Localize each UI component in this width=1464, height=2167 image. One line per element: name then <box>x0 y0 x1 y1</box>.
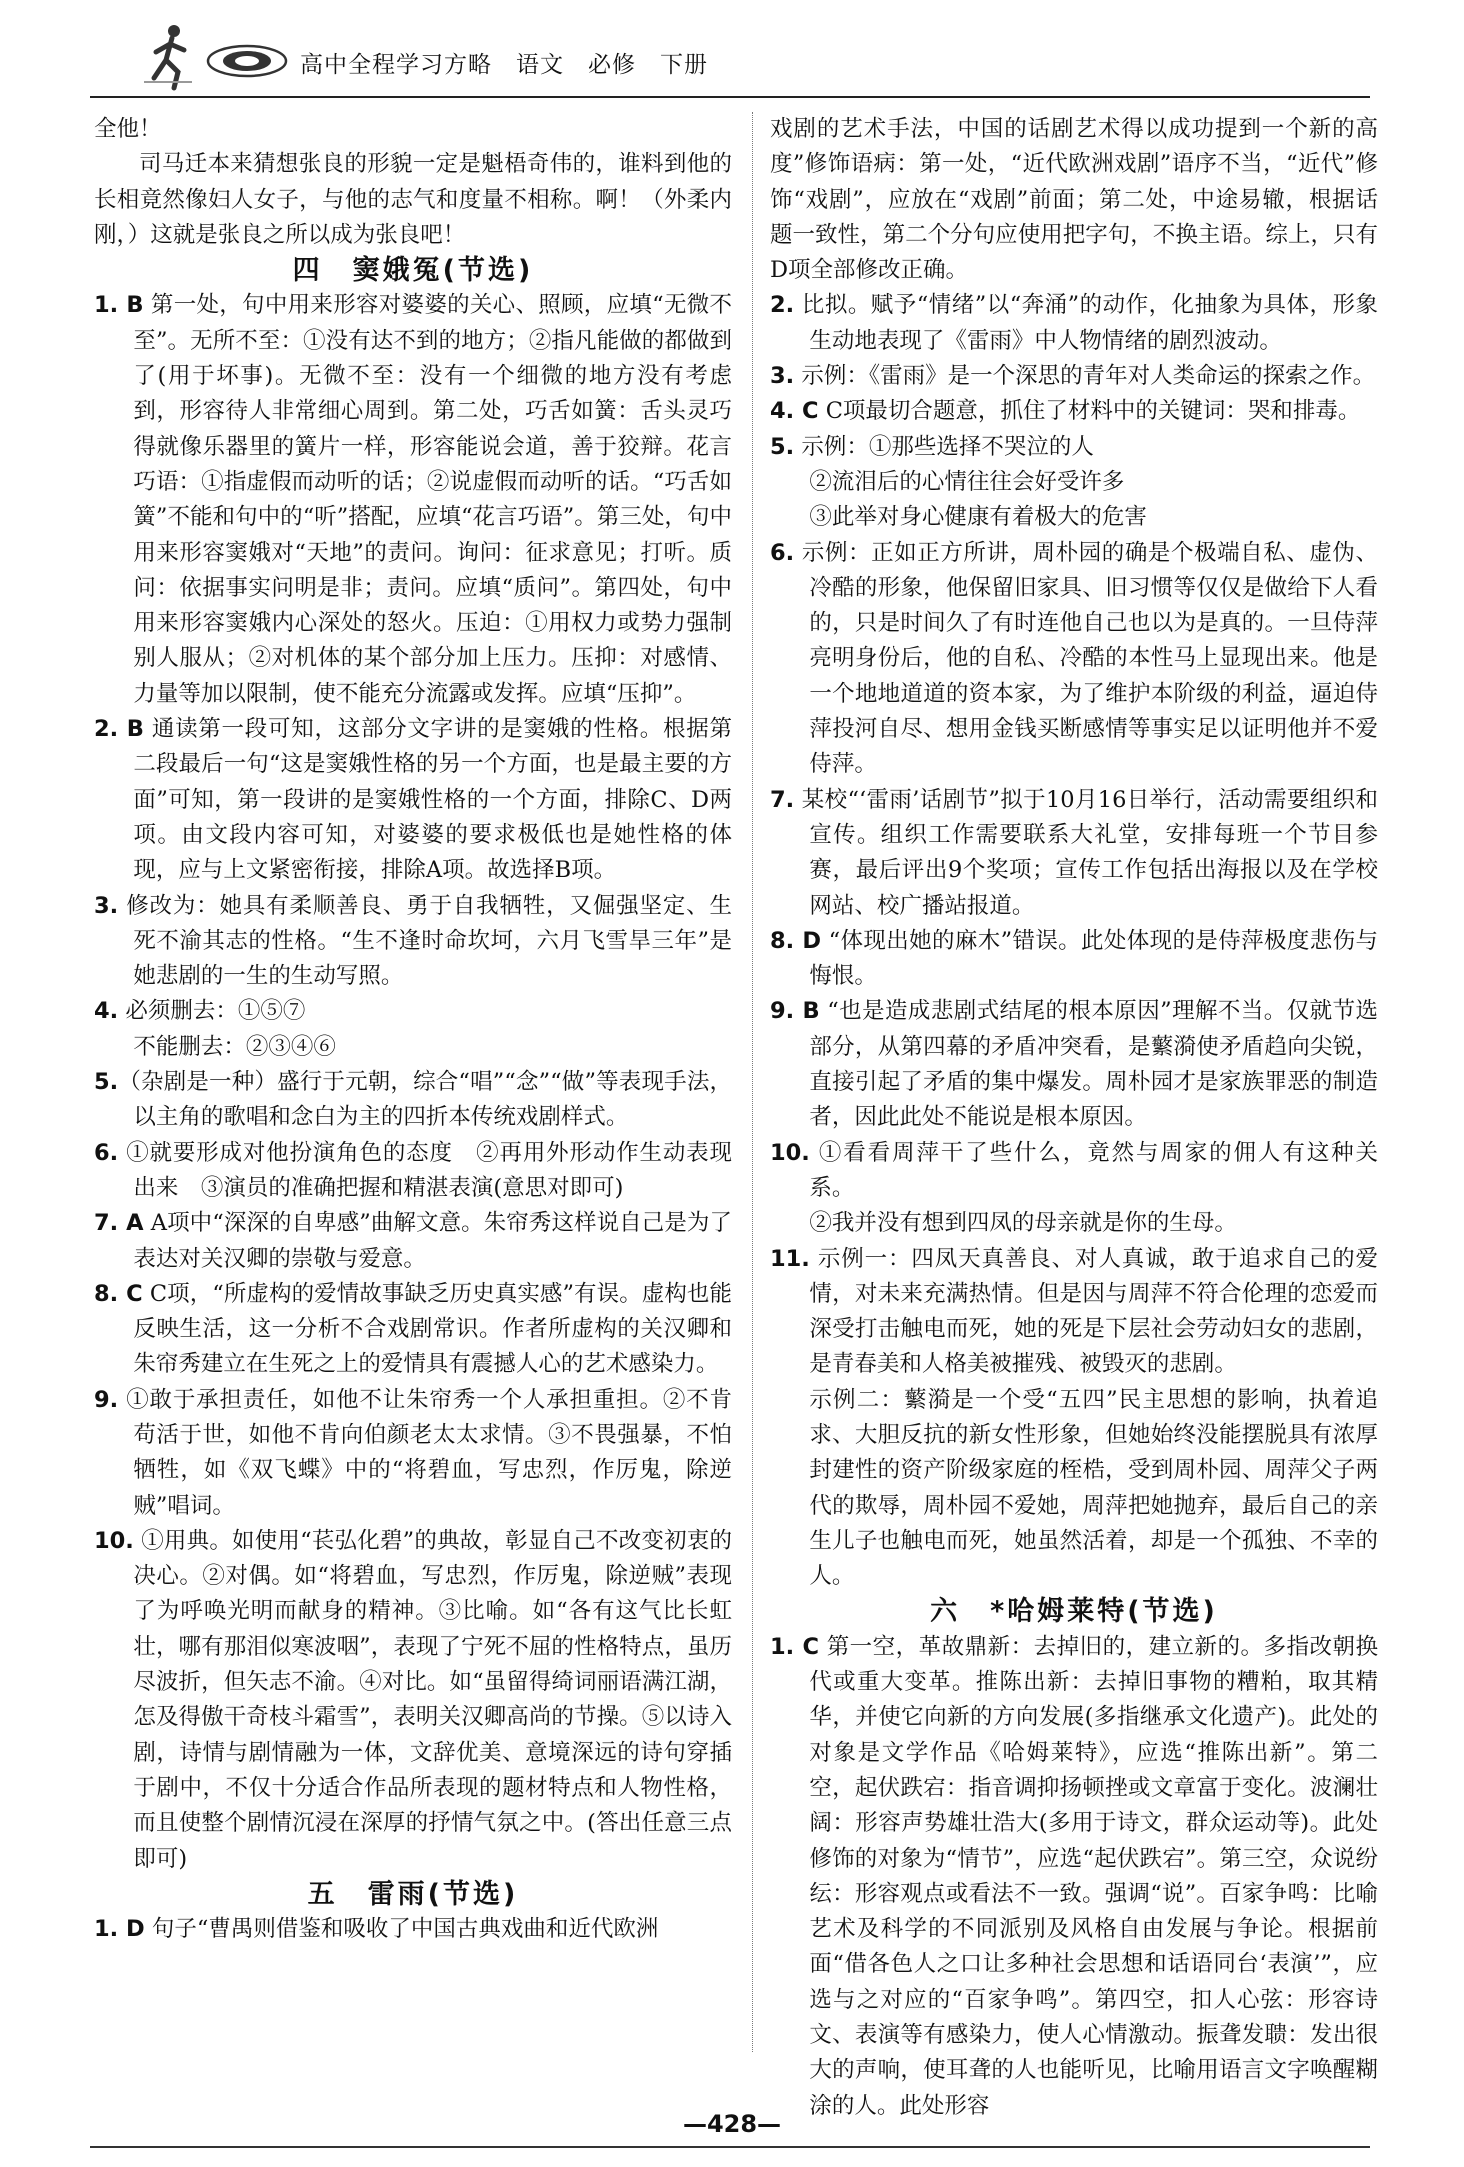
answer-text: 通读第一段可知，这部分文字讲的是窦娥的性格。根据第二段最后一句“这是窦娥性格的另一个方面，也是最主要的方面”可知，第一段讲的是窦娥性格的一个方面，排除C、D两项。由文段内容可知，对婆婆的要求极低也是她性格的体现，应与上文紧密衔接，排除A项。故选择B项。 <box>133 716 733 884</box>
answer-text: ①看看周萍干了些什么，竟然与周家的佣人有这种关系。 <box>809 1139 1378 1201</box>
answer-item <box>94 1136 732 1207</box>
answer-text: ①就要形成对他扮演角色的态度 ②再用外形动作生动表现出来 ③演员的准确把握和精湛表演(意思对即可) <box>118 1139 732 1201</box>
answer-item <box>94 1065 732 1136</box>
left-column <box>94 112 732 1947</box>
answer-number: 2. B <box>94 716 144 743</box>
answer-text: 必须删去：①⑤⑦ <box>118 998 306 1025</box>
answer-text: A项中“深深的自卑感”曲解文意。朱帘秀这样说自己是为了表达对关汉卿的崇敬与爱意。 <box>133 1210 732 1272</box>
answer-number: 2. <box>770 292 795 319</box>
answer-item <box>770 536 1378 783</box>
answer-text: 比拟。赋予“情绪”以“奔涌”的动作，化抽象为具体，形象生动地表现了《雷雨》中人物情绪的剧烈波动。 <box>794 292 1378 354</box>
answer-text: （杂剧是一种）盛行于元朝，综合“唱”“念”“做”等表现手法，以主角的歌唱和念白为主的四折本传统戏剧样式。 <box>118 1069 732 1131</box>
section-title-6: 六 *哈姆莱特(节选) <box>930 1596 1218 1628</box>
section-4-answers <box>94 288 732 1876</box>
answer-number: 1. B <box>94 292 144 319</box>
answer-item <box>94 712 732 888</box>
answer-text: 第一处，句中用来形容对婆婆的关心、照顾，应填“无微不至”。无所不至：①没有达不到的地方；②指凡能做的都做到了(用于坏事)。无微不至：没有一个细微的地方没有考虑到，形容待人非常细心周到。第二处，巧舌如簧：舌头灵巧得就像乐器里的簧片一样，形容能说会道，善于狡辩。花言巧语：①指虚假而动听的话；②说虚假而动听的话。“巧舌如簧”不能和句中的“听”搭配，应填“花言巧语”。第三处，句中用来形容窦娥对“天地”的责问。询问：征求意见；打听。质问：依据事实问明是非；责问。应填“质问”。第四处，句中用来形容窦娥内心深处的怒火。压迫：①用权力或势力强制别人服从；②对机体的某个部分加上压力。压抑：对感情、力量等加以限制，使不能充分流露或发挥。应填“压抑”。 <box>133 292 733 707</box>
publisher-logo-icon <box>206 44 288 78</box>
answer-item <box>770 1136 1378 1207</box>
answer-number: 5. <box>94 1069 119 1096</box>
answer-text: “也是造成悲剧式结尾的根本原因”理解不当。仅就节选部分，从第四幕的矛盾冲突看，是蘩漪使矛盾趋向尖锐，直接引起了矛盾的集中爆发。周朴园才是家族罪恶的制造者，因此此处不能说是根本原因。 <box>809 998 1378 1131</box>
right-column <box>770 112 1378 2124</box>
answer-subline: 不能删去：②③④⑥ <box>133 1033 336 1060</box>
column-divider <box>752 112 753 2052</box>
answer-item <box>770 394 1378 429</box>
answer-item <box>94 1524 732 1877</box>
answer-number: 7. A <box>94 1210 144 1237</box>
section-title-5: 五 雷雨(节选) <box>307 1878 519 1910</box>
answer-text: 句子“曹禺则借鉴和吸收了中国古典戏曲和近代欧洲 <box>144 1916 659 1943</box>
answer-item <box>94 288 732 712</box>
answer-subline: ②我并没有想到四凤的母亲就是你的生母。 <box>809 1210 1237 1237</box>
answer-subline: ③此举对身心健康有着极大的危害 <box>809 504 1147 531</box>
page-number: —428— <box>682 2110 782 2138</box>
runner-icon <box>140 22 198 92</box>
page-header <box>140 40 1340 80</box>
answer-subline: 示例二：蘩漪是一个受“五四”民主思想的影响，执着追求、大胆反抗的新女性形象，但她始终没能摆脱具有浓厚封建性的资产阶级家庭的桎梏，受到周朴园、周萍父子两代的欺辱，周朴园不爱她，周萍把她抛弃，最后自己的亲生儿子也触电而死，她虽然活着，却是一个孤独、不幸的人。 <box>809 1386 1378 1590</box>
answer-number: 10. <box>770 1139 810 1166</box>
answer-text: 示例一：四凤天真善良、对人真诚，敢于追求自己的爱情，对未来充满热情。但是因与周萍不符合伦理的恋爱而深受打击触电而死，她的死是下层社会劳动妇女的悲剧，是青春美和人格美被摧残、被毁灭的悲剧。 <box>809 1245 1378 1378</box>
answer-text: 示例：《雷雨》是一个深思的青年对人类命运的探索之作。 <box>794 363 1376 390</box>
answer-text: 示例：正如正方所讲，周朴园的确是个极端自私、虚伪、冷酷的形象，他保留旧家具、旧习惯等仅仅是做给下人看的，只是时间久了有时连他自己也以为是真的。一旦侍萍亮明身份后，他的自私、冷酷的本性马上显现出来。他是一个地地道道的资本家，为了维护本阶级的利益，逼迫侍萍投河自尽、想用金钱买断感情等事实足以证明他并不爱侍萍。 <box>794 539 1378 778</box>
answer-item <box>770 994 1378 1135</box>
intro-paragraph: 司马迁本来猜想张良的形貌一定是魁梧奇伟的，谁料到他的长相竟然像妇人女子，与他的志气和度量不相称。啊！（外柔内刚，）这就是张良之所以成为张良吧！ <box>94 151 732 248</box>
answer-number: 5. <box>770 433 795 460</box>
answer-item <box>94 1277 732 1383</box>
answer-item <box>94 994 732 1029</box>
answer-item <box>770 924 1378 995</box>
section-5-answers <box>770 288 1378 1594</box>
answer-text: 示例：①那些选择不哭泣的人 <box>794 433 1094 460</box>
answer-item <box>94 1383 732 1524</box>
answer-item <box>770 430 1378 465</box>
footer-rule <box>90 2146 1370 2148</box>
answer-text: C项最切合题意，抓住了材料中的关键词：哭和排毒。 <box>818 398 1361 425</box>
answer-item <box>770 1242 1378 1383</box>
answer-subline: ②流泪后的心情往往会好受许多 <box>809 468 1125 495</box>
answer-number: 9. <box>94 1386 119 1413</box>
answer-number: 1. C <box>770 1633 820 1660</box>
answer-number: 11. <box>770 1245 810 1272</box>
answer-text: C项，“所虚构的爱情故事缺乏历史真实感”有误。虚构也能反映生活，这一分析不合戏剧常识。作者所虚构的关汉卿和朱帘秀建立在生死之上的爱情具有震撼人心的艺术感染力。 <box>133 1280 732 1378</box>
answer-number: 3. <box>94 892 119 919</box>
answer-text: “体现出她的麻木”错误。此处体现的是侍萍极度悲伤与悔恨。 <box>809 927 1378 990</box>
answer-number: 7. <box>770 786 795 813</box>
answer-number: 6. <box>770 539 795 566</box>
section-6-answers <box>770 1630 1378 2124</box>
answer-number: 1. D <box>94 1916 145 1943</box>
answer-item <box>770 359 1378 394</box>
answer-number: 6. <box>94 1139 119 1166</box>
header-rule <box>90 96 1370 98</box>
answer-text: 某校“‘雷雨’话剧节”拟于10月16日举行，活动需要组织和宣传。组织工作需要联系大礼堂，安排每班一个节目参赛，最后评出9个奖项；宣传工作包括出海报以及在学校网站、校广播站报道。 <box>794 786 1378 919</box>
answer-item <box>770 288 1378 359</box>
answer-number: 4. <box>94 998 119 1025</box>
answer-number: 4. C <box>770 398 819 425</box>
answer-continuation: 戏剧的艺术手法，中国的话剧艺术得以成功提到一个新的高度”修饰语病：第一处，“近代欧洲戏剧”语序不当，“近代”修饰“戏剧”，应放在“戏剧”前面；第二处，中途易辙，根据话题一致性，第二个分句应使用把字句，不换主语。综上，只有D项全部修改正确。 <box>770 116 1378 284</box>
answer-number: 9. B <box>770 998 820 1025</box>
answer-item <box>770 1630 1378 2124</box>
answer-number: 3. <box>770 363 795 390</box>
answer-item <box>94 1912 732 1947</box>
intro-line: 全他！ <box>94 116 162 142</box>
answer-item <box>94 1206 732 1277</box>
answer-text: 修改为：她具有柔顺善良、勇于自我牺牲，又倔强坚定、生死不渝其志的性格。“生不逢时命坎坷，六月飞雪旱三年”是她悲剧的一生的生动写照。 <box>118 892 732 990</box>
answer-text: ①用典。如使用“苌弘化碧”的典故，彰显自己不改变初衷的决心。②对偶。如“将碧血，写忠烈，作厉鬼，除逆贼”表现了为呼唤光明而献身的精神。③比喻。如“各有这气比长虹壮，哪有那泪似寒波咽”，表现了宁死不屈的性格特点，虽历尽波折，但矢志不渝。④对比。如“虽留得绮词丽语满江湖，怎及得傲干奇枝斗霜雪”，表明关汉卿高尚的节操。⑤以诗入剧，诗情与剧情融为一体，文辞优美、意境深远的诗句穿插于剧中，不仅十分适合作品所表现的题材特点和人物性格，而且使整个剧情沉浸在深厚的抒情气氛之中。(答出任意三点即可) <box>133 1527 732 1872</box>
answer-number: 8. D <box>770 927 822 954</box>
header-title: 高中全程学习方略 语文 必修 下册 <box>300 52 708 78</box>
section-title-4: 四 窦娥冤(节选) <box>292 255 534 287</box>
answer-item <box>770 783 1378 924</box>
answer-number: 10. <box>94 1527 134 1554</box>
answer-number: 8. C <box>94 1280 143 1307</box>
answer-text: 第一空，革故鼎新：去掉旧的，建立新的。多指改朝换代或重大变革。推陈出新：去掉旧事物的糟粕，取其精华，并使它向新的方向发展(多指继承文化遗产)。此处的对象是文学作品《哈姆莱特》，应选“推陈出新”。第二空，起伏跌宕：指音调抑扬顿挫或文章富于变化。波澜壮阔：形容声势雄壮浩大(多用于诗文，群众运动等)。此处修饰的对象为“情节”，应选“起伏跌宕”。第三空，众说纷纭：形容观点或看法不一致。强调“说”。百家争鸣：比喻艺术及科学的不同派别及风格自由发展与争论。根据前面“借各色人之口让多种社会思想和话语同台‘表演’”，应选与之对应的“百家争鸣”。第四空，扣人心弦：形容诗文、表演等有感染力，使人心情激动。振聋发聩：发出很大的声响，使耳聋的人也能听见，比喻用语言文字唤醒糊涂的人。此处形容 <box>809 1633 1378 2119</box>
answer-text: ①敢于承担责任，如他不让朱帘秀一个人承担重担。②不肯苟活于世，如他不肯向伯颜老太太求情。③不畏强暴，不怕牺牲，如《双飞蝶》中的“将碧血，写忠烈，作厉鬼，除逆贼”唱词。 <box>118 1386 732 1519</box>
answer-item <box>94 889 732 995</box>
